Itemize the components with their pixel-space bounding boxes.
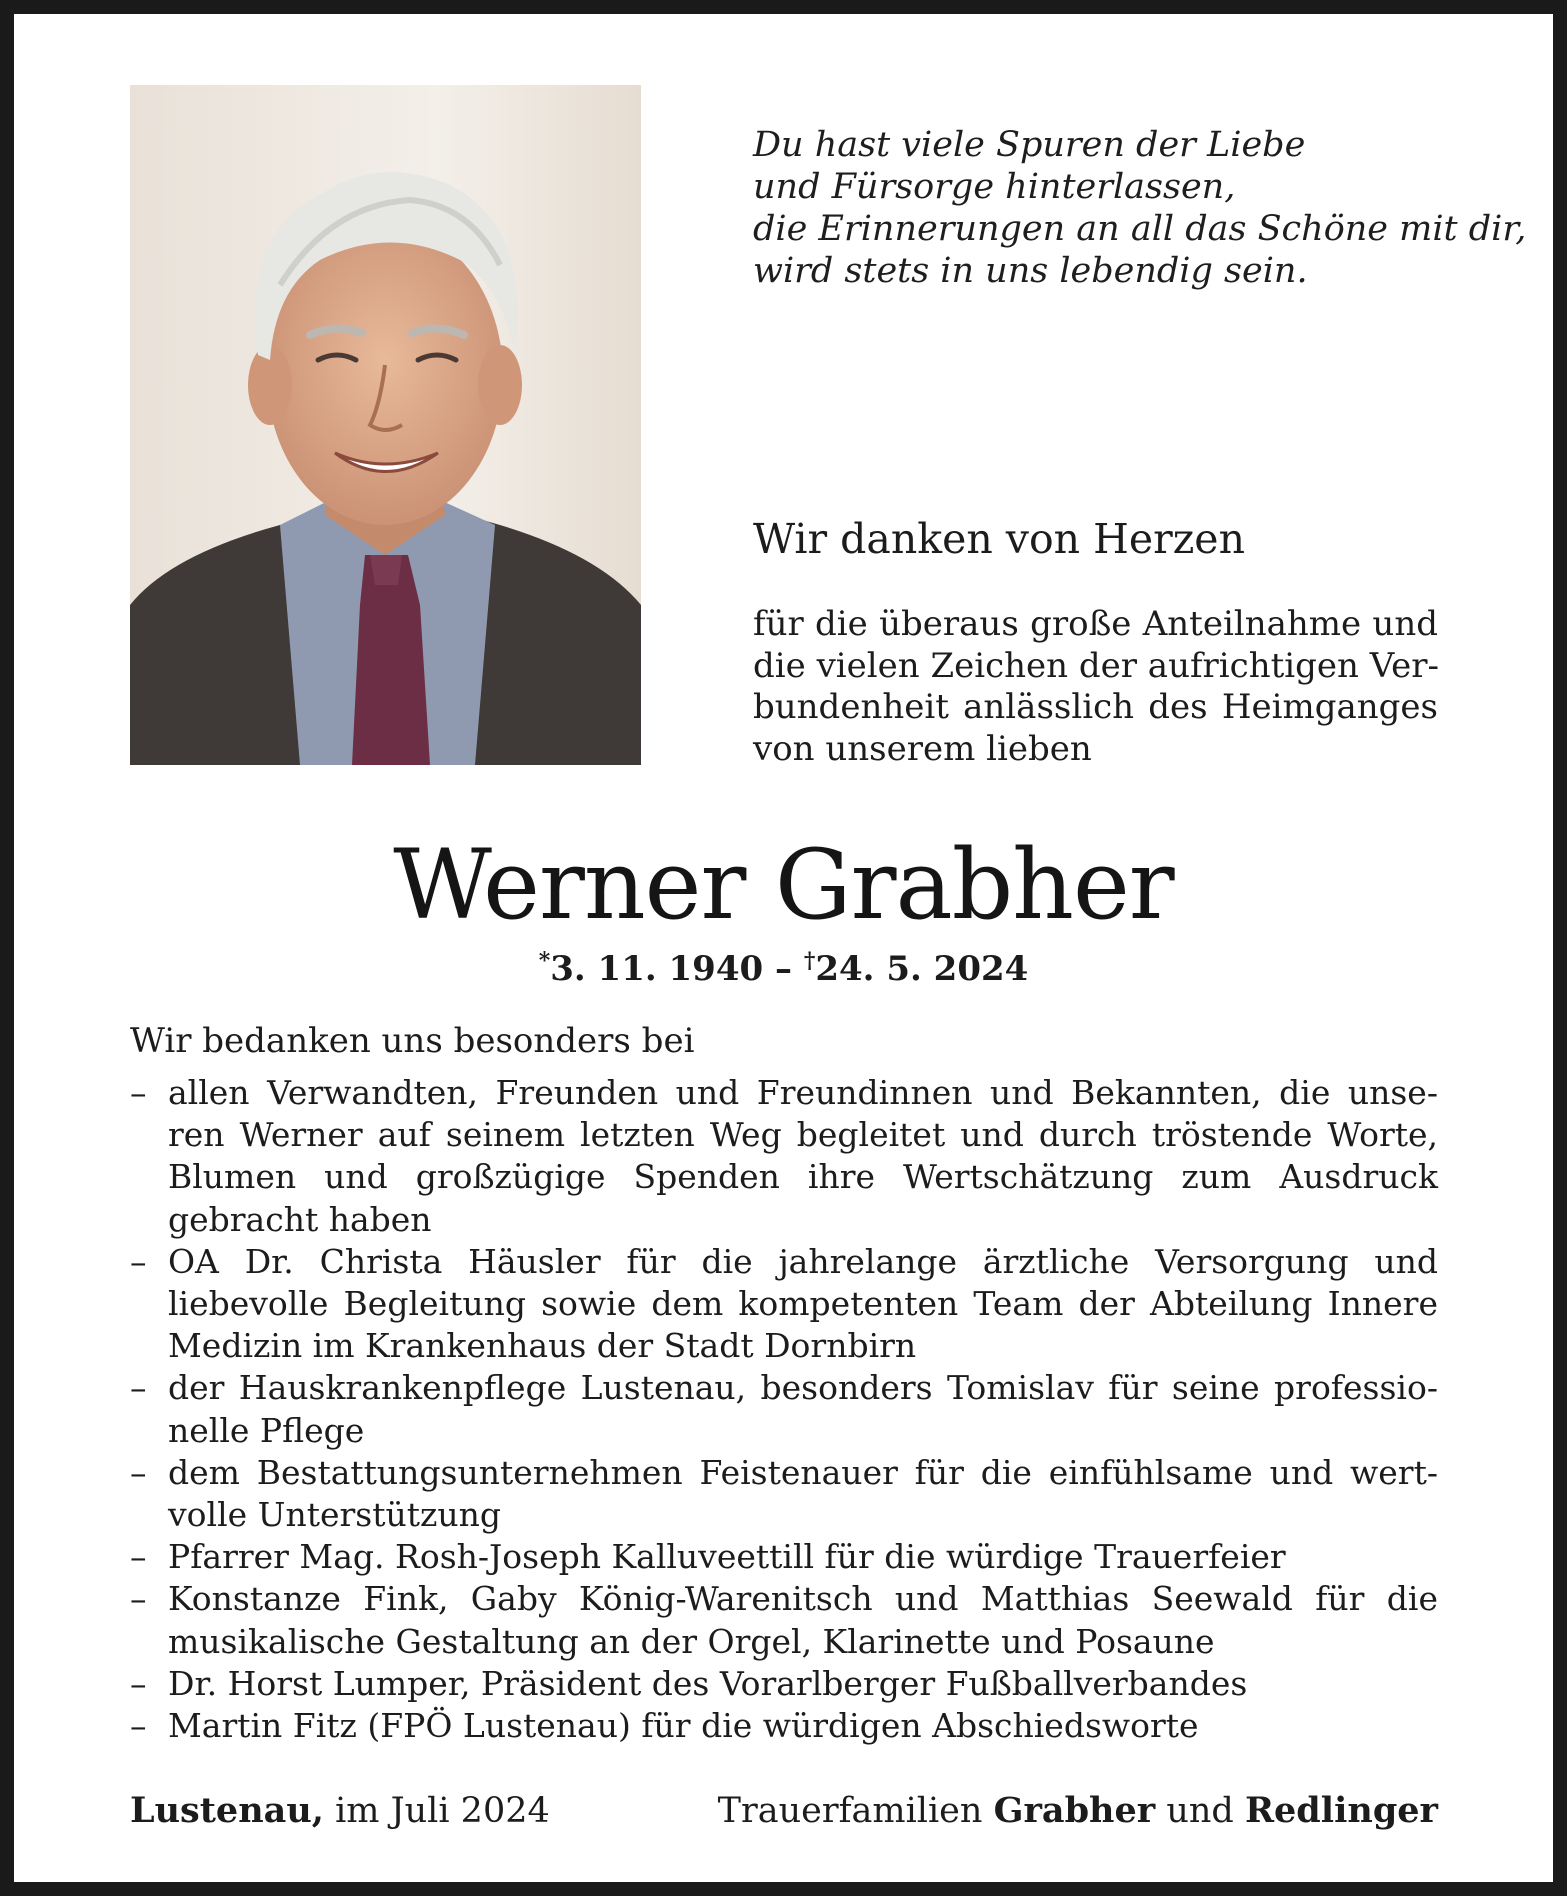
- poem-line: die Erinnerungen an all das Schöne mit dir,: [753, 209, 1527, 249]
- life-dates: [0, 939, 1567, 991]
- list-item: – allen Verwandten, Freunden und Freundinnen und Bekannten, die unse-ren Werner auf seinem letzten Weg begleitet und durch tröstende Worte, Blumen und großzügige Spenden ihre Wertschätzung zum Ausdruck gebracht haben: [130, 1072, 1438, 1241]
- list-item: – der Hauskrankenpflege Lustenau, besonders Tomislav für seine professio-nelle Pflege: [130, 1367, 1438, 1451]
- list-item: – Konstanze Fink, Gaby König-Warenitsch und Matthias Seewald für die musikalische Gestaltung an der Orgel, Klarinette und Posaune: [130, 1578, 1438, 1662]
- thanks-heading: Wir danken von Herzen: [753, 515, 1245, 563]
- thanks-line: von unserem lieben: [753, 728, 1092, 769]
- list-item: – dem Bestattungsunternehmen Feistenauer für die einfühlsame und wert-volle Unterstützung: [130, 1452, 1438, 1536]
- portrait-photo: [130, 85, 641, 765]
- death-date: 24. 5. 2024: [815, 949, 1029, 989]
- list-item: – Dr. Horst Lumper, Präsident des Vorarlberger Fußballverbandes: [130, 1663, 1438, 1705]
- poem-line: Du hast viele Spuren der Liebe: [753, 125, 1306, 165]
- thanks-line: bundenheit anlässlich des Heimganges: [753, 687, 1438, 727]
- date: im Juli 2024: [323, 1791, 550, 1831]
- poem-line: und Fürsorge hinterlassen,: [753, 167, 1236, 207]
- date-separator: –: [763, 949, 804, 989]
- death-symbol: †: [803, 948, 816, 974]
- mourning-families: [718, 1788, 1438, 1834]
- list-item: – Pfarrer Mag. Rosh-Joseph Kalluveettill für die würdige Trauerfeier: [130, 1536, 1438, 1578]
- family-name: Grabher: [993, 1790, 1156, 1831]
- place: Lustenau,: [130, 1790, 324, 1831]
- thanks-line: für die überaus große Anteilnahme und: [753, 604, 1438, 644]
- deceased-name: Werner Grabher: [393, 829, 1174, 941]
- place-and-date: [130, 1788, 550, 1834]
- memorial-poem: [753, 124, 1527, 292]
- birth-date: 3. 11. 1940: [550, 949, 764, 989]
- family-name: Redlinger: [1244, 1790, 1438, 1831]
- thanks-paragraph: [753, 604, 1438, 770]
- families-prefix: Trauerfamilien: [717, 1791, 994, 1831]
- list-item: – Martin Fitz (FPÖ Lustenau) für die würdigen Abschiedsworte: [130, 1705, 1438, 1747]
- acknowledgement-intro: Wir bedanken uns besonders bei: [130, 1021, 695, 1061]
- acknowledgement-list: [130, 1072, 1438, 1747]
- conjunction: und: [1155, 1791, 1245, 1831]
- list-item: – OA Dr. Christa Häusler für die jahrelange ärztliche Versorgung und liebevolle Begleitung sowie dem kompetenten Team der Abteilung Innere Medizin im Krankenhaus der Stadt Dornbirn: [130, 1241, 1438, 1368]
- birth-symbol: *: [538, 948, 551, 974]
- thanks-line: die vielen Zeichen der aufrichtigen Ver-: [753, 645, 1440, 686]
- poem-line: wird stets in uns lebendig sein.: [753, 251, 1308, 291]
- portrait-illustration: [130, 85, 641, 765]
